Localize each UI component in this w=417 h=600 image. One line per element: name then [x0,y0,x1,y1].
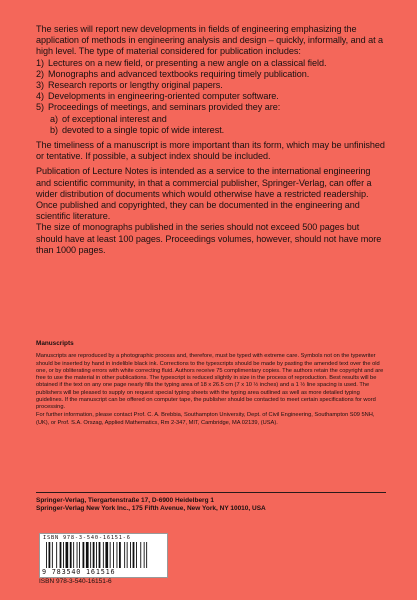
proceedings-sublist [36,114,386,136]
item-text: Developments in engineering-oriented computer software. [48,91,279,102]
item-number: 2) [36,68,44,79]
subitem-letter: b) [50,124,58,135]
timeliness-paragraph: The timeliness of a manuscript is more important than its form, which may be unfinished or tentative. If possible, a subject index should be included. [36,140,385,162]
barcode [39,533,168,578]
manuscripts-section [36,340,386,427]
item-number: 4) [36,91,44,102]
item-text: Monographs and advanced textbooks requiring timely publication. [48,68,310,79]
publisher-addresses [36,497,386,513]
sublist-item [50,125,386,136]
list-item [36,69,386,80]
barcode-bars [46,542,160,568]
series-description [36,24,386,256]
publication-paragraph: Publication of Lecture Notes is intended as a service to the international engineering and scientific community, in that a commercial publisher, Springer-Verlag, can offer a wider distribution of documents which would otherwise have a restricted readership. Once published and copyrighted, they can be documented in the engineering and scientific literature. [36,166,372,222]
item-text: Lectures on a new field, or presenting a new angle on a classical field. [48,57,327,68]
item-text: Research reports or lengthy original papers. [48,80,223,91]
list-item [36,58,386,69]
item-number: 1) [36,57,44,68]
manuscripts-heading: Manuscripts [36,340,74,347]
isbn-top-label: ISBN 978-3-540-16151-6 [43,535,131,541]
isbn-bottom-label: ISBN 978-3-540-16151-6 [39,578,112,585]
divider [36,492,386,493]
item-number: 3) [36,80,44,91]
subitem-text: devoted to a single topic of wide interest. [62,124,225,135]
publisher-new-york: Springer-Verlag New York Inc., 175 Fifth Avenue, New York, NY 10010, USA [36,505,266,513]
size-paragraph: The size of monographs published in the series should not exceed 500 pages but should have at least 100 pages. Proceedings volumes, however, should not have more than 1000 pages. [36,222,382,255]
publisher-heidelberg: Springer-Verlag, Tiergartenstraße 17, D-6900 Heidelberg 1 [36,497,214,504]
item-text: Proceedings of meetings, and seminars provided they are: [48,102,281,113]
list-item [36,91,386,102]
material-list [36,58,386,114]
intro-paragraph: The series will report new developments in fields of engineering emphasizing the application of methods in engineering analysis and design – quickly, informally, and at a high level. The type of material considered for publication includes: [36,24,384,57]
subitem-letter: a) [50,113,58,124]
contact-paragraph: For further information, please contact Prof. C. A. Brebbia, Southampton University, Dept. of Civil Engineering, Southampton S09 5NH, (UK), or Prof. S.A. Orszag, Applied Mathematics, Rm 2-347, MIT, Cambridge, MA 02139, (USA). [36,412,375,426]
sublist-item [50,114,386,125]
subitem-text: of exceptional interest and [62,113,167,124]
barcode-digits: 9 783540 161516 [42,568,116,576]
item-number: 5) [36,102,44,113]
list-item [36,80,386,91]
list-item [36,102,386,113]
manuscripts-body: Manuscripts are reproduced by a photographic process and, therefore, must be typed with extreme care. Symbols not on the typewriter should be inserted by hand in indelible black ink. Corrections to the typescripts should be made by pasting the amended text over the old one, or by obliterating errors with white correcting fluid. Authors receive 75 complimentary copies. The authors retain the copyright and are free to use the material in other publications. The typescript is reduced slightly in size in the process of reproduction. Best results will be obtained if the text on any one page nearly fills the typing area of 18 x 26.5 cm (7 x 10 ½ inches) and a 1 ½ line spacing is used. The publishers will be pleased to supply on request special typing sheets with the typing area outlined as well as more detailed typing guidelines. If the manuscript can be offered on computer tape, the publisher should be contacted to meet certain specifications for word processing. [36,353,384,410]
